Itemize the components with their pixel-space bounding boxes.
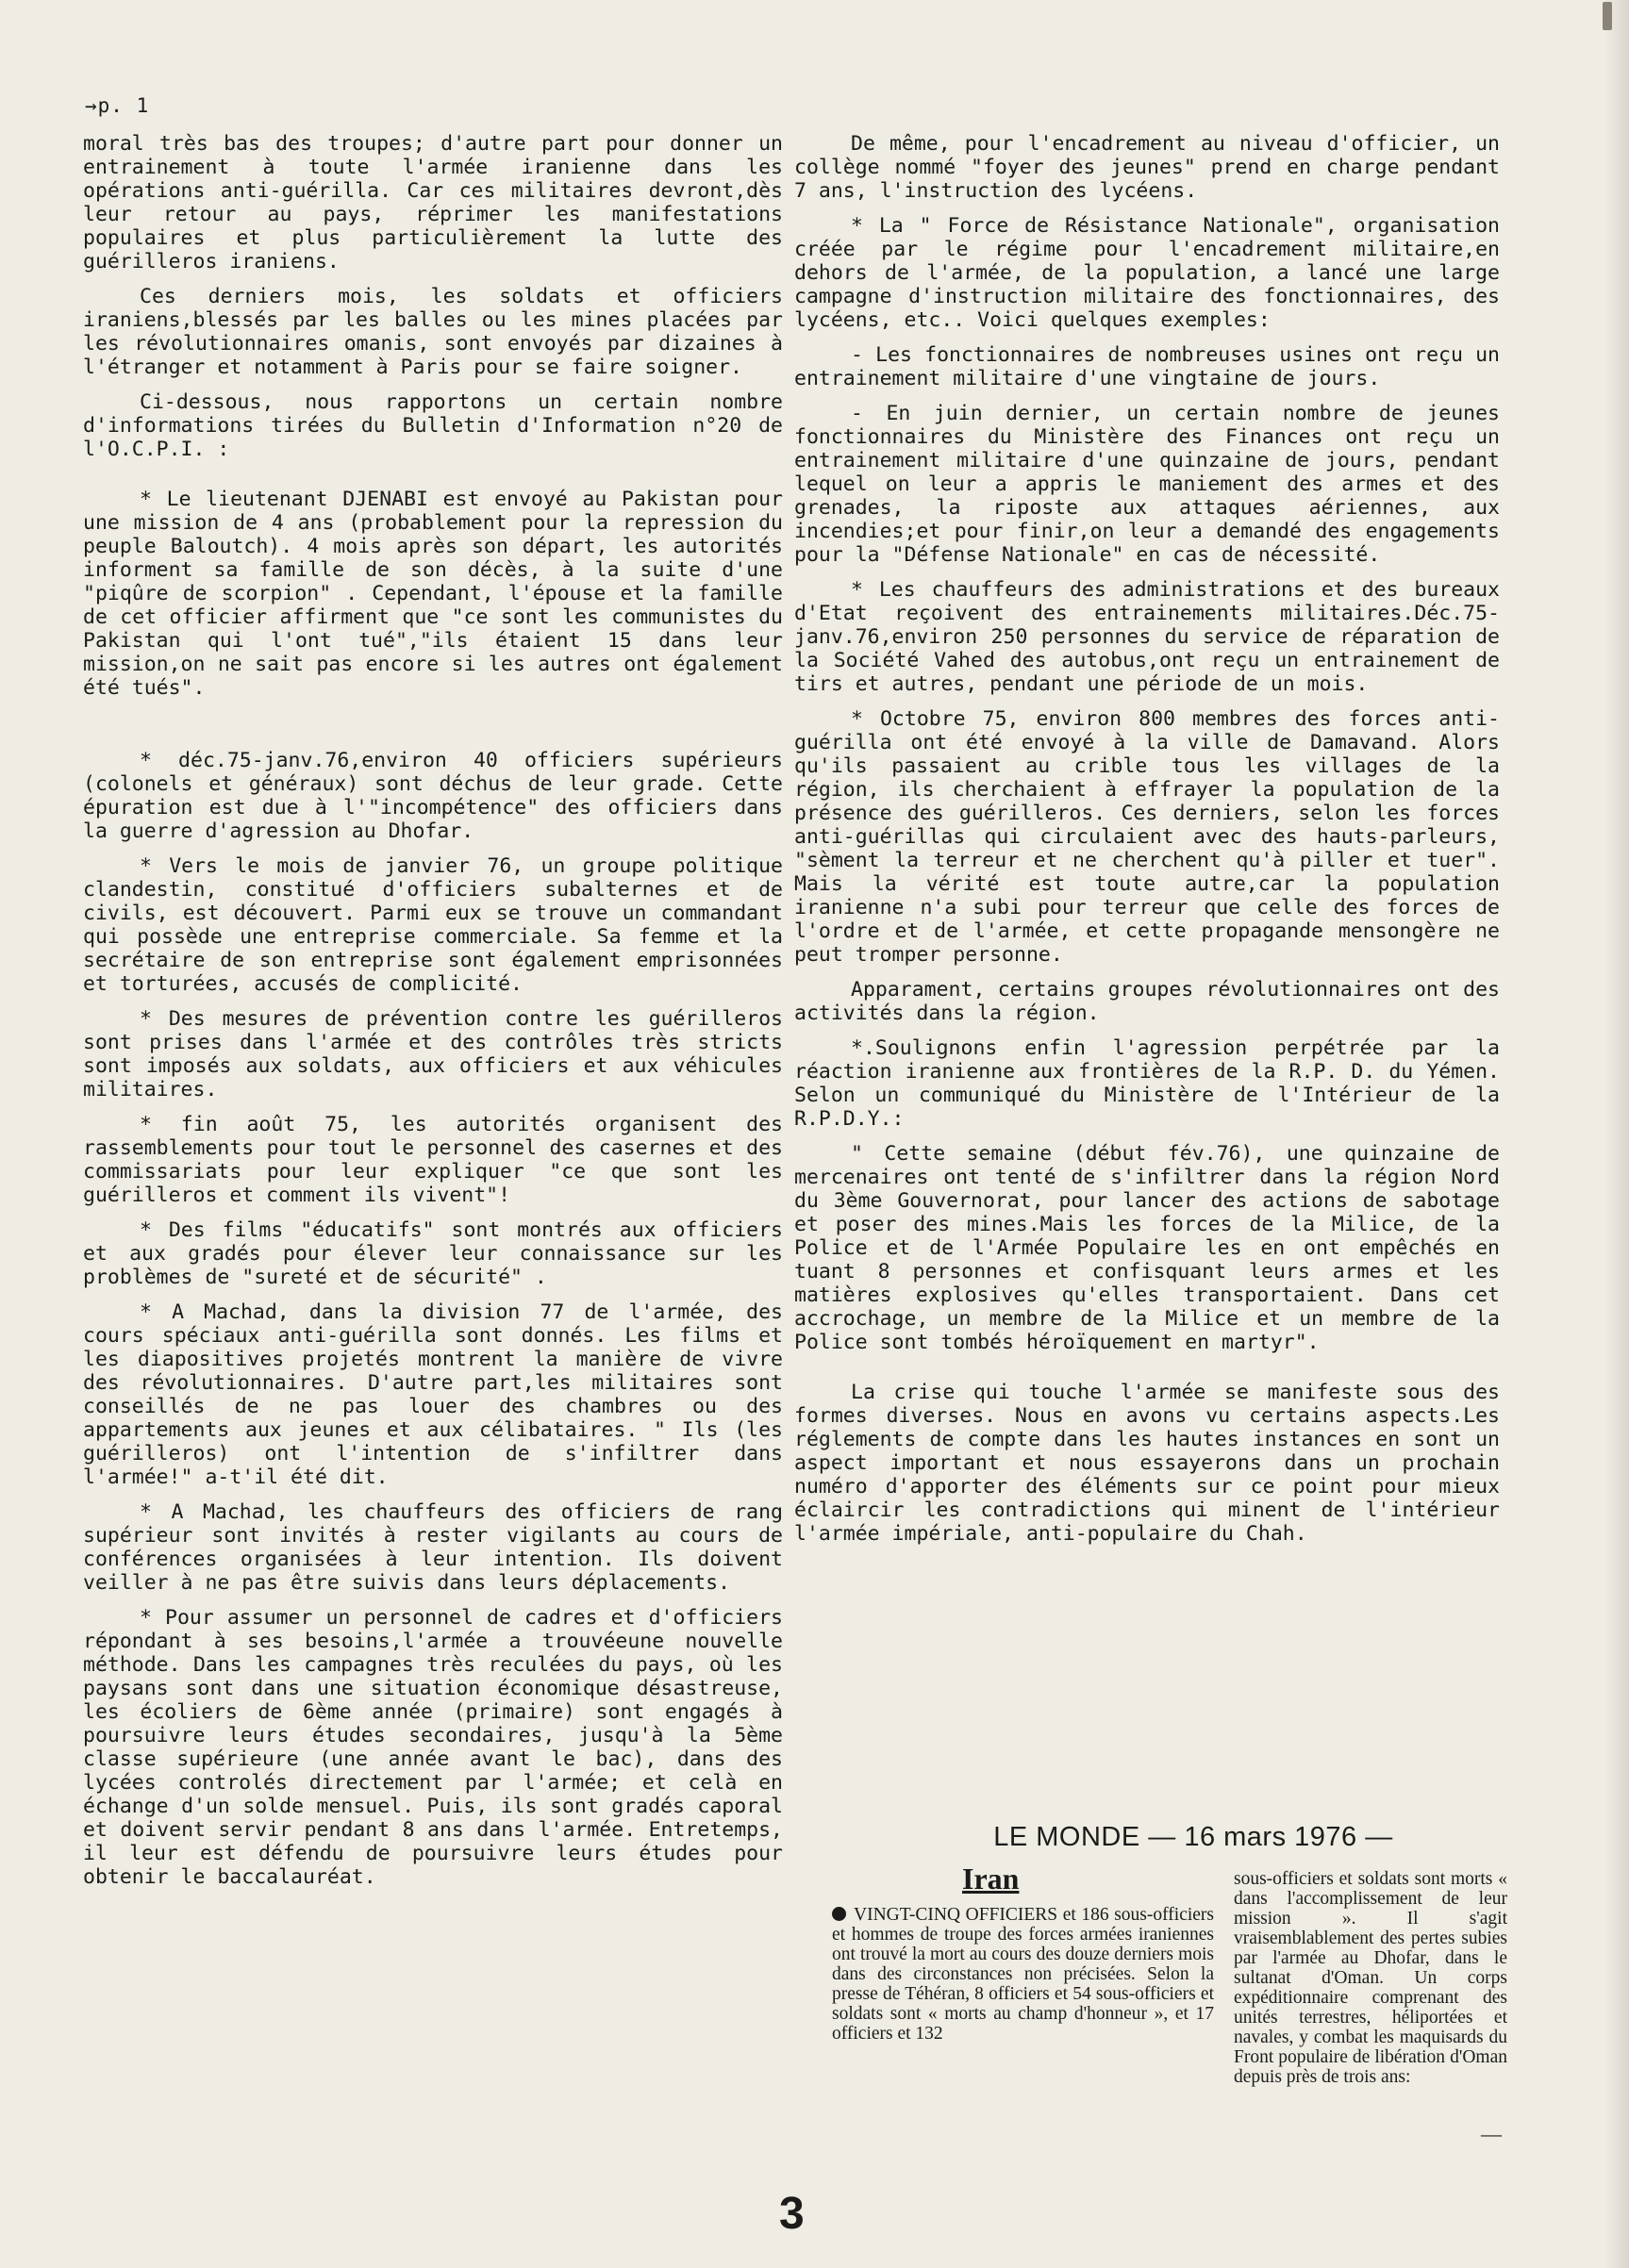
bullet-icon [832, 1907, 846, 1921]
left-paragraph: Ci-dessous, nous rapportons un certain nombre d'informations tirées du Bulletin d'Information n°20 de l'O.C.P.I. : [83, 390, 783, 461]
right-paragraph: - En juin dernier, un certain nombre de jeunes fonctionnaires du Ministère des Finances ont reçu un entrainement militaire d'une quinzaine de jours, pendant lequel on leur a appris le maniement des armes et des grenades, la riposte aux attaques aériennes, aux incendies;et pour finir,on leur a demandé des engagements pour la "Défense Nationale" en cas de nécessité. [794, 402, 1500, 567]
left-paragraph: * Vers le mois de janvier 76, un groupe politique clandestin, constitué d'officiers subalternes et de civils, est découvert. Parmi eux se trouve un commandant qui possède une entreprise commerciale. Sa femme et la secrétaire de son entreprise sont également emprisonnées et torturées, accusés de complicité. [83, 854, 783, 996]
right-paragraph: - Les fonctionnaires de nombreuses usines ont reçu un entrainement militaire d'une vingtaine de jours. [794, 343, 1500, 390]
right-paragraph: * Les chauffeurs des administrations et des bureaux d'Etat reçoivent des entrainements militaires.Déc.75-janv.76,environ 250 personnes du service de réparation de la Société Vahed des autobus,ont reçu un entrainement de tirs et autres, pendant une période de un mois. [794, 578, 1500, 696]
page-reference: →p. 1 [85, 94, 150, 117]
left-paragraph: Ces derniers mois, les soldats et officiers iraniens,blessés par les balles ou les mines placées par les révolutionnaires omanis, sont envoyés par dizaines à l'étranger et notamment à Paris pour se faire soigner. [83, 285, 783, 379]
right-column [794, 132, 1500, 1546]
clipping-text-a: VINGT-CINQ OFFICIERS et 186 sous-officiers et hommes de troupe des forces armées iraniennes ont trouvé la mort au cours des douze derniers mois dans des circonstances non précisées. Selon la presse de Téhéran, 8 officiers et 54 sous-officiers et soldats sont « morts au champ d'honneur », et 17 officiers et 132 [832, 1905, 1214, 2044]
page-number: 3 [779, 2189, 805, 2239]
right-paragraph: * Octobre 75, environ 800 membres des forces anti-guérilla ont été envoyé à la ville de Damavand. Alors qu'ils passaient au crible tous les villages de la région, ils cherchaient à effrayer la population de la présence des guérilleros. Ces derniers, selon les forces anti-guérillas qui circulaient avec des hauts-parleurs, "sèment la terreur et ne cherchent qu'à piller et tuer". Mais la vérité est toute autre,car la population iranienne n'a subi pour terreur que celle des forces de l'ordre et de l'armée, et cette propagande mensongère ne peut tromper personne. [794, 707, 1500, 967]
page-edge-shadow [1604, 0, 1629, 2268]
right-paragraph: " Cette semaine (début fév.76), une quinzaine de mercenaires ont tenté de s'infiltrer dans la région Nord du 3ème Gouvernorat, pour lancer des actions de sabotage et poser des mines.Mais les forces de la Milice, de la Police et de l'Armée Populaire les en ont empêchés en tuant 8 personnes et confisquant leurs armes et les matières explosives qu'elles transportaient. Dans cet accrochage, un membre de la Milice et un membre de la Police sont tombés héroïquement en martyr". [794, 1142, 1500, 1354]
left-paragraph: moral très bas des troupes; d'autre part pour donner un entrainement à toute l'armée iranienne dans les opérations anti-guérilla. Car ces militaires devront,dès leur retour au pays, réprimer les manifestations populaires et plus particulièrement la lutte des guérilleros iraniens. [83, 132, 783, 273]
left-paragraph: * Le lieutenant DJENABI est envoyé au Pakistan pour une mission de 4 ans (probablement pour la repression du peuple Baloutch). 4 mois après son départ, les autorités informent sa famille de son décès, à la suite d'une "piqûre de scorpion" . Cependant, l'épouse et la famille de cet officier affirment que "ce sont les communistes du Pakistan qui l'ont tué","ils étaient 15 dans leur mission,on ne sait pas encore si les autres ont également été tués". [83, 488, 783, 700]
clipping-column-b: sous-officiers et soldats sont morts « dans l'accomplissement de leur mission ». Il s'agit vraisemblablement des pertes subies par l'armée au Dhofar, dans le sultanat d'Oman. Un corps expéditionnaire comprenant des unités terrestres, héliportées et navales, y combat les maquisards du Front populaire de libération d'Oman depuis près de trois ans: [1234, 1869, 1507, 2087]
clipping-end-mark: — [1481, 2122, 1502, 2145]
clipping-title: Iran [962, 1862, 1020, 1896]
right-paragraph: *.Soulignons enfin l'agression perpétrée par la réaction iranienne aux frontières de la R.P. D. du Yémen. Selon un communiqué du Ministère de l'Intérieur de la R.P.D.Y.: [794, 1036, 1500, 1131]
left-paragraph: * fin août 75, les autorités organisent des rassemblements pour tout le personnel des casernes et des commissariats pour leur expliquer "ce que sont les guérilleros et comment ils vivent"! [83, 1113, 783, 1207]
left-paragraph: * A Machad, dans la division 77 de l'armée, des cours spéciaux anti-guérilla sont donnés. Les films et les diapositives projetés montrent la manière de vivre des révolutionnaires. D'autre part,les militaires sont conseillés de ne pas louer des chambres ou des appartements aux jeunes et aux célibataires. " Ils (les guérilleros) ont l'intention de s'infiltrer dans l'armée!" a-t'il été dit. [83, 1300, 783, 1489]
right-paragraph: * La " Force de Résistance Nationale", organisation créée par le régime pour l'encadrement militaire,en dehors de l'armée, de la population, a lancé une large campagne d'instruction militaire des fonctionnaires, des lycéens, etc.. Voici quelques exemples: [794, 214, 1500, 332]
left-paragraph: * A Machad, les chauffeurs des officiers de rang supérieur sont invités à rester vigilants au cours de conférences organisées à leur intention. Ils doivent veiller à ne pas être suivis dans leurs déplacements. [83, 1500, 783, 1595]
right-paragraph: Apparament, certains groupes révolutionnaires ont des activités dans la région. [794, 978, 1500, 1025]
clipping-source: LE MONDE — 16 mars 1976 — [993, 1822, 1393, 1852]
left-paragraph: * déc.75-janv.76,environ 40 officiers supérieurs (colonels et généraux) sont déchus de leur grade. Cette épuration est due à l'"incompétence" des officiers dans la guerre d'agression au Dhofar. [83, 749, 783, 843]
left-paragraph: * Pour assumer un personnel de cadres et d'officiers répondant à ses besoins,l'armée a trouvéeune nouvelle méthode. Dans les campagnes très reculées du pays, où les paysans sont dans une situation économique désastreuse, les écoliers de 6ème année (primaire) sont engagés à poursuivre leurs études secondaires, jusqu'à la 5ème classe supérieure (une année avant le bac), dans des lycées controlés directement par l'armée; et celà en échange d'un solde mensuel. Puis, ils sont gradés caporal et doivent servir pendant 8 ans dans l'armée. Entretemps, il leur est défendu de poursuivre leurs études pour obtenir le baccalauréat. [83, 1606, 783, 1889]
right-paragraph: La crise qui touche l'armée se manifeste sous des formes diverses. Nous en avons vu certains aspects.Les réglements de compte dans les hautes instances en sont un aspect important et nous essayerons dans un prochain numéro d'apporter des éléments sur ce point pour mieux éclaircir les contradictions qui minent de l'intérieur l'armée impériale, anti-populaire du Chah. [794, 1381, 1500, 1546]
clipping-column-a [832, 1905, 1214, 2044]
left-paragraph: * Des mesures de prévention contre les guérilleros sont prises dans l'armée et des contrôles très stricts sont imposés aux soldats, aux officiers et aux véhicules militaires. [83, 1007, 783, 1101]
left-paragraph: * Des films "éducatifs" sont montrés aux officiers et aux gradés pour élever leur connaissance sur les problèmes de "sureté et de sécurité" . [83, 1218, 783, 1289]
staple-mark [1603, 2, 1612, 30]
right-paragraph: De même, pour l'encadrement au niveau d'officier, un collège nommé "foyer des jeunes" prend en charge pendant 7 ans, l'instruction des lycéens. [794, 132, 1500, 203]
left-column [83, 132, 783, 1889]
